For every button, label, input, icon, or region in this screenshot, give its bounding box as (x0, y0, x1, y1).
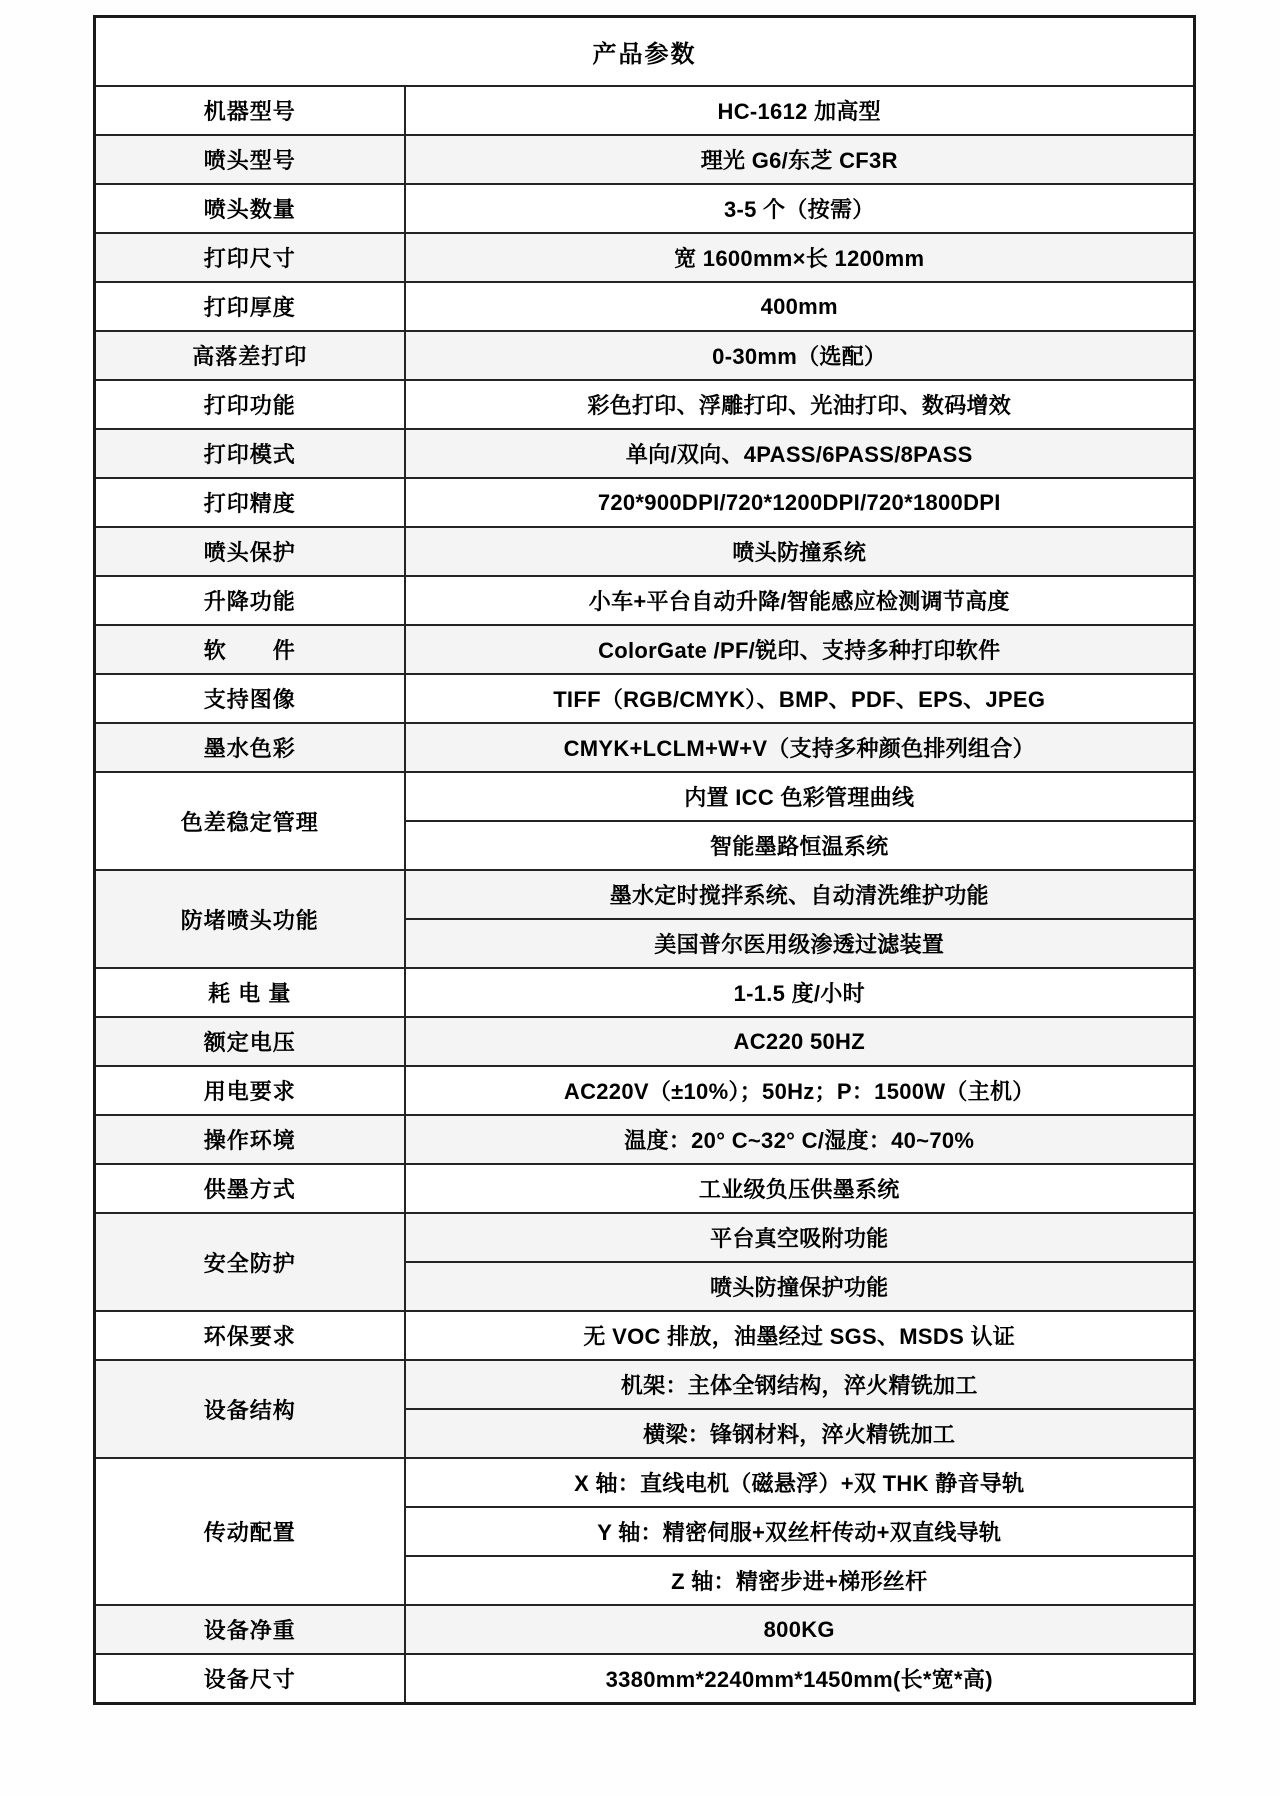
spec-label: 设备结构 (95, 1360, 405, 1458)
spec-label: 色差稳定管理 (95, 772, 405, 870)
spec-label: 打印尺寸 (95, 233, 405, 282)
spec-value: 平台真空吸附功能 (405, 1213, 1195, 1262)
spec-value: X 轴：直线电机（磁悬浮）+双 THK 静音导轨 (405, 1458, 1195, 1507)
table-row (95, 282, 1195, 331)
spec-value: 工业级负压供墨系统 (405, 1164, 1195, 1213)
spec-label: 喷头型号 (95, 135, 405, 184)
spec-value: 720*900DPI/720*1200DPI/720*1800DPI (405, 478, 1195, 527)
spec-label: 打印精度 (95, 478, 405, 527)
spec-label: 设备尺寸 (95, 1654, 405, 1704)
spec-label: 打印厚度 (95, 282, 405, 331)
spec-label: 供墨方式 (95, 1164, 405, 1213)
spec-value: ColorGate /PF/锐印、支持多种打印软件 (405, 625, 1195, 674)
table-row (95, 968, 1195, 1017)
table-row (95, 1605, 1195, 1654)
spec-label: 用电要求 (95, 1066, 405, 1115)
spec-label: 打印功能 (95, 380, 405, 429)
table-row (95, 380, 1195, 429)
spec-value: TIFF（RGB/CMYK）、BMP、PDF、EPS、JPEG (405, 674, 1195, 723)
table-row (95, 86, 1195, 135)
spec-value: Z 轴：精密步进+梯形丝杆 (405, 1556, 1195, 1605)
spec-value: 0-30mm（选配） (405, 331, 1195, 380)
table-header-row (95, 17, 1195, 87)
spec-label: 传动配置 (95, 1458, 405, 1605)
spec-value: AC220 50HZ (405, 1017, 1195, 1066)
spec-label: 墨水色彩 (95, 723, 405, 772)
spec-value: HC-1612 加高型 (405, 86, 1195, 135)
spec-label: 高落差打印 (95, 331, 405, 380)
spec-value: CMYK+LCLM+W+V（支持多种颜色排列组合） (405, 723, 1195, 772)
table-row-group (95, 1213, 1195, 1262)
table-row (95, 625, 1195, 674)
table-row (95, 674, 1195, 723)
spec-value: 1-1.5 度/小时 (405, 968, 1195, 1017)
table-row (95, 331, 1195, 380)
table-row (95, 1654, 1195, 1704)
spec-label: 环保要求 (95, 1311, 405, 1360)
table-row (95, 135, 1195, 184)
spec-label: 喷头数量 (95, 184, 405, 233)
spec-label: 升降功能 (95, 576, 405, 625)
spec-value: Y 轴：精密伺服+双丝杆传动+双直线导轨 (405, 1507, 1195, 1556)
spec-value: 400mm (405, 282, 1195, 331)
spec-label: 防堵喷头功能 (95, 870, 405, 968)
table-row (95, 233, 1195, 282)
spec-label: 打印模式 (95, 429, 405, 478)
spec-value: 理光 G6/东芝 CF3R (405, 135, 1195, 184)
spec-label: 设备净重 (95, 1605, 405, 1654)
table-row-group (95, 870, 1195, 919)
table-row (95, 576, 1195, 625)
spec-label: 耗 电 量 (95, 968, 405, 1017)
spec-value: 智能墨路恒温系统 (405, 821, 1195, 870)
spec-value: 单向/双向、4PASS/6PASS/8PASS (405, 429, 1195, 478)
spec-value: 机架：主体全钢结构，淬火精铣加工 (405, 1360, 1195, 1409)
spec-value: 墨水定时搅拌系统、自动清洗维护功能 (405, 870, 1195, 919)
table-row (95, 1164, 1195, 1213)
spec-label: 操作环境 (95, 1115, 405, 1164)
spec-value: 3-5 个（按需） (405, 184, 1195, 233)
table-row (95, 429, 1195, 478)
spec-value: 宽 1600mm×长 1200mm (405, 233, 1195, 282)
table-title: 产品参数 (95, 17, 1195, 87)
spec-label: 额定电压 (95, 1017, 405, 1066)
spec-value: 美国普尔医用级渗透过滤装置 (405, 919, 1195, 968)
spec-label: 机器型号 (95, 86, 405, 135)
table-row (95, 478, 1195, 527)
spec-value: 温度：20° C~32° C/湿度：40~70% (405, 1115, 1195, 1164)
spec-value: 彩色打印、浮雕打印、光油打印、数码增效 (405, 380, 1195, 429)
table-row (95, 1066, 1195, 1115)
spec-value: 小车+平台自动升降/智能感应检测调节高度 (405, 576, 1195, 625)
table-row (95, 1017, 1195, 1066)
table-row (95, 1311, 1195, 1360)
table-row-group (95, 1360, 1195, 1409)
spec-value: 无 VOC 排放，油墨经过 SGS、MSDS 认证 (405, 1311, 1195, 1360)
spec-value: 内置 ICC 色彩管理曲线 (405, 772, 1195, 821)
spec-value: 800KG (405, 1605, 1195, 1654)
spec-label: 支持图像 (95, 674, 405, 723)
table-row (95, 184, 1195, 233)
table-row-group (95, 1458, 1195, 1507)
table-row (95, 723, 1195, 772)
spec-value: AC220V（±10%）；50Hz；P：1500W（主机） (405, 1066, 1195, 1115)
table-row (95, 527, 1195, 576)
spec-value: 3380mm*2240mm*1450mm(长*宽*高) (405, 1654, 1195, 1704)
spec-value: 横梁：锋钢材料，淬火精铣加工 (405, 1409, 1195, 1458)
spec-value: 喷头防撞系统 (405, 527, 1195, 576)
product-spec-table (93, 15, 1196, 1705)
table-row-group (95, 772, 1195, 821)
spec-value: 喷头防撞保护功能 (405, 1262, 1195, 1311)
spec-label: 喷头保护 (95, 527, 405, 576)
spec-label: 安全防护 (95, 1213, 405, 1311)
spec-label: 软 件 (95, 625, 405, 674)
table-row (95, 1115, 1195, 1164)
